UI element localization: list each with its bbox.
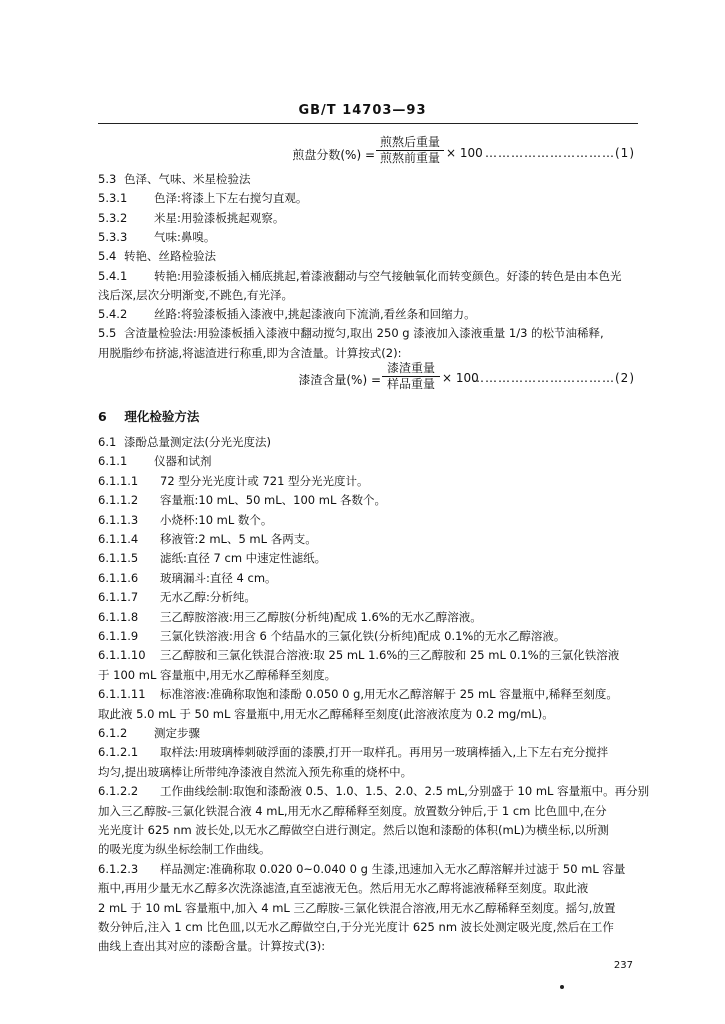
clause-line bbox=[98, 248, 216, 264]
clause-number: 6.1.2 bbox=[98, 726, 128, 740]
clause-text: 色泽、气味、米星检验法 bbox=[124, 172, 251, 186]
clause-text: 三氯化铁溶液:用含 6 个结晶水的三氯化铁(分析纯)配成 0.1%的无水乙醇溶液。 bbox=[160, 629, 566, 643]
clause-number: 5.4 bbox=[98, 249, 117, 264]
clause-text: 仪器和试剂 bbox=[154, 454, 212, 469]
clause-line bbox=[98, 589, 256, 605]
clause-number: 5.5 bbox=[98, 326, 117, 341]
clause-number: 5.3 bbox=[98, 172, 117, 186]
clause-line bbox=[98, 550, 326, 566]
clause-text: 用脱脂纱布挤滤,将滤渣进行称重,即为含渣量。计算按式(2): bbox=[98, 345, 402, 360]
clause-number: 6.1.1.4 bbox=[98, 532, 139, 546]
formula-1-number: …………………………(1) bbox=[485, 146, 635, 160]
clause-text: 气味:鼻嗅。 bbox=[154, 229, 216, 244]
formula-1-numerator: 煎熬后重量 bbox=[379, 135, 440, 149]
clause-text: 米星:用验漆板挑起观察。 bbox=[154, 210, 285, 225]
clause-line bbox=[98, 325, 604, 341]
clause-number: 6.1.1.3 bbox=[98, 512, 139, 527]
clause-line bbox=[98, 783, 649, 799]
clause-number: 5.3.1 bbox=[98, 191, 128, 206]
clause-text: 数分钟后,注入 1 cm 比色皿,以无水乙醇做空白,于分光光度计 625 nm 波长处测定吸光度,然后在工作 bbox=[98, 920, 614, 934]
clause-text: 取样法:用玻璃棒刺破浮面的漆膜,打开一取样孔。再用另一玻璃棒插入,上下左右充分搅拌 bbox=[160, 745, 609, 760]
clause-line bbox=[98, 686, 618, 702]
clause-text: 小烧杯:10 mL 数个。 bbox=[160, 512, 273, 527]
clause-text: 色泽:将漆上下左右搅匀直观。 bbox=[154, 191, 308, 206]
clause-text: 瓶中,再用少量无水乙醇多次洗涤滤渣,直至滤液无色。然后用无水乙醇将滤液稀释至刻度。取此液 bbox=[98, 881, 589, 896]
clause-number: 6.1.1.2 bbox=[98, 493, 139, 508]
clause-text: 的吸光度为纵坐标绘制工作曲线。 bbox=[98, 842, 271, 857]
clause-number: 6.1.1.7 bbox=[98, 590, 139, 605]
clause-continuation bbox=[98, 345, 401, 361]
clause-line bbox=[98, 647, 619, 663]
formula-2-lhs: 漆渣含量(%) = bbox=[298, 373, 381, 387]
clause-text: 光光度计 625 nm 波长处,以无水乙醇做空白进行测定。然后以饱和漆酚的体积(mL)为横坐标,以所测 bbox=[98, 823, 609, 837]
clause-text: 丝路:将验漆板插入漆液中,挑起漆液向下流淌,看丝条和回缩力。 bbox=[154, 307, 476, 322]
clause-number: 5.4.2 bbox=[98, 307, 128, 322]
clause-text: 漆酚总量测定法(分光光度法) bbox=[124, 435, 271, 449]
header-rule bbox=[98, 123, 638, 124]
formula-2-rhs: × 100 bbox=[442, 371, 479, 385]
clause-line bbox=[98, 453, 212, 469]
clause-number: 6.1.1.6 bbox=[98, 570, 139, 585]
clause-line bbox=[98, 229, 215, 245]
clause-continuation bbox=[98, 822, 609, 838]
clause-text: 于 100 mL 容量瓶中,用无水乙醇稀释至刻度。 bbox=[98, 667, 337, 682]
clause-number: 6.1.1.11 bbox=[98, 687, 146, 702]
clause-continuation bbox=[98, 667, 336, 683]
formula-1-lhs: 煎盘分数(%) = bbox=[292, 148, 375, 162]
clause-text: 加入三乙醇胺-三氯化铁混合液 4 mL,用无水乙醇稀释至刻度。放置数分钟后,于 1 cm 比色皿中,在分 bbox=[98, 803, 607, 818]
clause-number: 6.1.2.3 bbox=[98, 861, 139, 876]
clause-continuation bbox=[98, 764, 412, 780]
clause-number: 6.1.2.1 bbox=[98, 745, 139, 760]
formula-1-denominator: 煎熬前重量 bbox=[379, 151, 440, 165]
clause-number: 6.1.1.9 bbox=[98, 629, 139, 643]
clause-line bbox=[98, 492, 386, 508]
standard-header: GB/T 14703—93 bbox=[298, 103, 427, 118]
clause-line bbox=[98, 628, 565, 644]
clause-text: 玻璃漏斗:直径 4 cm。 bbox=[160, 570, 277, 585]
clause-number: 6.1.1 bbox=[98, 454, 128, 469]
clause-line bbox=[98, 725, 200, 741]
clause-number: 6.1.2.2 bbox=[98, 784, 139, 799]
clause-number: 6.1 bbox=[98, 435, 117, 449]
formula-1-rhs: × 100 bbox=[446, 146, 483, 160]
clause-continuation bbox=[98, 706, 554, 722]
clause-line bbox=[98, 531, 317, 547]
clause-text: 工作曲线绘制:取饱和漆酚液 0.5、1.0、1.5、2.0、2.5 mL,分别盛于 10 mL 容量瓶中。再分别 bbox=[160, 784, 650, 799]
clause-text: 含渣量检验法:用验漆板插入漆液中翻动搅匀,取出 250 g 漆液加入漆液重量 1/3 的松节油稀释, bbox=[124, 326, 604, 341]
section-6-heading: 6 理化检验方法 bbox=[98, 409, 200, 424]
clause-number: 6.1.1.5 bbox=[98, 551, 139, 566]
clause-text: 2 mL 于 10 mL 容量瓶中,加入 4 mL 三乙醇胺-三氯化铁混合溶液,用无水乙醇稀释至刻度。摇匀,放置 bbox=[98, 900, 616, 915]
clause-line bbox=[98, 190, 307, 206]
clause-line bbox=[98, 861, 625, 877]
clause-line bbox=[98, 306, 476, 322]
clause-text: 取此液 5.0 mL 于 50 mL 容量瓶中,用无水乙醇稀释至刻度(此溶液浓度为 0.2 mg/mL)。 bbox=[98, 706, 554, 721]
clause-text: 样品测定:准确称取 0.020 0~0.040 0 g 生漆,迅速加入无水乙醇溶解并过滤于 50 mL 容量 bbox=[160, 861, 626, 876]
clause-text: 转艳、丝路检验法 bbox=[124, 249, 216, 264]
formula-2-numerator: 漆渣重量 bbox=[386, 361, 435, 375]
clause-continuation bbox=[98, 287, 293, 303]
clause-text: 三乙醇胺溶液:用三乙醇胺(分析纯)配成 1.6%的无水乙醇溶液。 bbox=[160, 609, 482, 624]
clause-line bbox=[98, 171, 251, 187]
clause-text: 浅后深,层次分明渐变,不跳色,有光泽。 bbox=[98, 287, 293, 302]
clause-text: 均匀,提出玻璃棒让所带纯净漆液自然流入预先称重的烧杯中。 bbox=[98, 764, 413, 779]
clause-line bbox=[98, 744, 608, 760]
clause-line bbox=[98, 512, 272, 528]
clause-text: 测定步骤 bbox=[154, 726, 200, 740]
clause-text: 无水乙醇:分析纯。 bbox=[160, 590, 256, 605]
clause-text: 72 型分光光度计或 721 型分光光度计。 bbox=[160, 473, 369, 488]
clause-number: 6.1.1.10 bbox=[98, 648, 146, 663]
clause-continuation bbox=[98, 880, 588, 896]
clause-text: 标准溶液:准确称取饱和漆酚 0.050 0 g,用无水乙醇溶解于 25 mL 容量瓶中,稀释至刻度。 bbox=[160, 687, 618, 702]
clause-number: 6.1.1.8 bbox=[98, 609, 139, 624]
clause-number: 5.3.3 bbox=[98, 229, 128, 244]
clause-line bbox=[98, 570, 277, 586]
formula-2-denominator: 样品重量 bbox=[386, 377, 435, 391]
clause-line bbox=[98, 434, 271, 450]
formula-1-fraction bbox=[376, 136, 444, 165]
clause-number: 6.1.1.1 bbox=[98, 473, 139, 488]
scan-mark bbox=[560, 985, 564, 989]
clause-line bbox=[98, 473, 369, 489]
page-number: 237 bbox=[613, 960, 633, 971]
clause-text: 容量瓶:10 mL、50 mL、100 mL 各数个。 bbox=[160, 493, 387, 508]
clause-continuation bbox=[98, 919, 614, 935]
formula-2-fraction bbox=[382, 362, 440, 391]
clause-continuation bbox=[98, 803, 607, 819]
clause-continuation bbox=[98, 841, 271, 857]
clause-continuation bbox=[98, 938, 325, 954]
clause-number: 5.3.2 bbox=[98, 210, 128, 225]
clause-text: 三乙醇胺和三氯化铁混合溶液:取 25 mL 1.6%的三乙醇胺和 25 mL 0.1%的三氯化铁溶液 bbox=[160, 648, 620, 663]
clause-continuation bbox=[98, 900, 615, 916]
clause-text: 移液管:2 mL、5 mL 各两支。 bbox=[160, 532, 317, 546]
formula-2-number: ……………………………(2) bbox=[472, 371, 635, 385]
clause-text: 转艳:用验漆板插入桶底挑起,着漆液翻动与空气接触氧化而转变颜色。好漆的转色是由本色光 bbox=[154, 268, 622, 283]
clause-line bbox=[98, 268, 622, 284]
clause-text: 滤纸:直径 7 cm 中速定性滤纸。 bbox=[160, 551, 327, 566]
clause-text: 曲线上查出其对应的漆酚含量。计算按式(3): bbox=[98, 939, 326, 954]
clause-line bbox=[98, 210, 284, 226]
clause-line bbox=[98, 609, 482, 625]
clause-number: 5.4.1 bbox=[98, 268, 128, 283]
